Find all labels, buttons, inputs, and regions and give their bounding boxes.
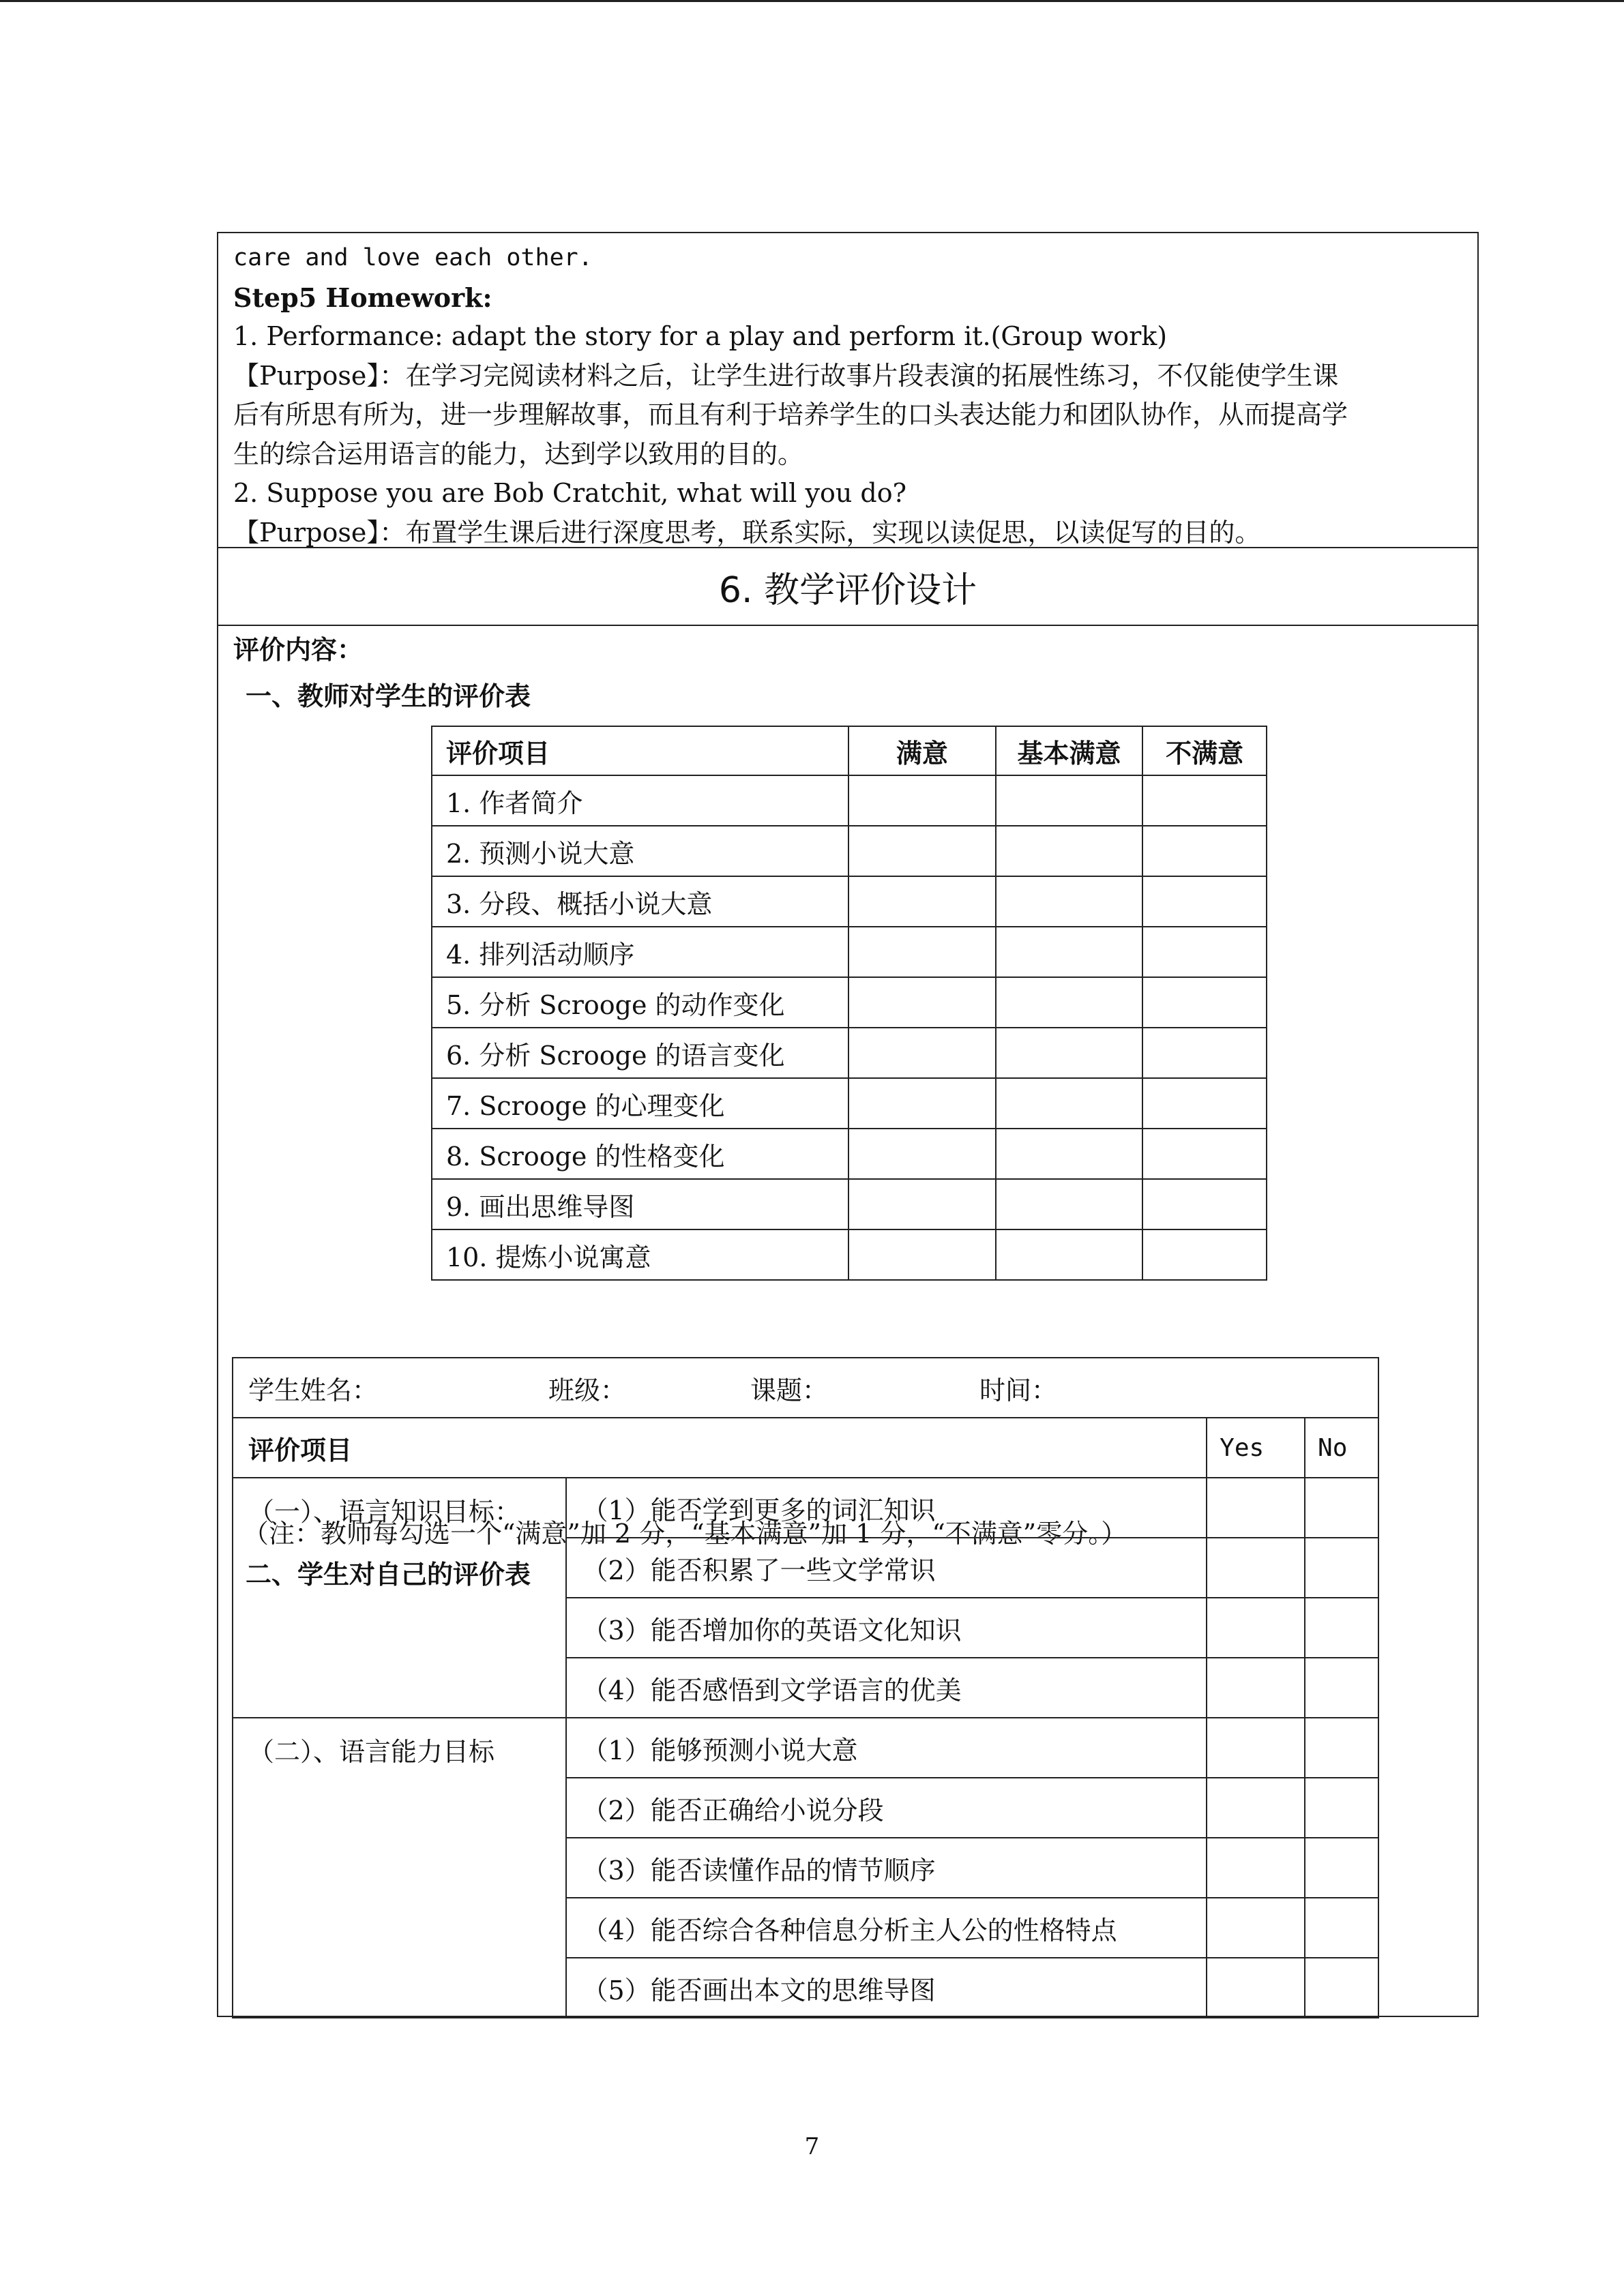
- check-cell[interactable]: [848, 927, 996, 977]
- check-cell[interactable]: [996, 775, 1143, 826]
- meta-row: [233, 1358, 1378, 1418]
- purpose-1-label: 【Purpose】: [233, 360, 380, 391]
- criterion: （1）能够预测小说大意: [566, 1718, 1207, 1778]
- check-cell[interactable]: [1142, 1229, 1267, 1280]
- yes-cell[interactable]: [1207, 1658, 1305, 1718]
- check-cell[interactable]: [848, 1229, 996, 1280]
- purpose-1-text: ：在学习完阅读材料之后，让学生进行故事片段表演的拓展性练习，不仅能使学生课: [379, 360, 1339, 391]
- row-label: 5. 分析 Scrooge 的动作变化: [432, 977, 848, 1028]
- criterion: （4）能否综合各种信息分析主人公的性格特点: [566, 1898, 1207, 1958]
- table-row: [432, 1129, 1267, 1179]
- check-cell[interactable]: [848, 977, 996, 1028]
- criterion: （3）能否读懂作品的情节顺序: [566, 1838, 1207, 1898]
- no-cell[interactable]: [1305, 1598, 1378, 1658]
- criterion: （2）能否积累了一些文学常识: [566, 1538, 1207, 1598]
- row-label: 8. Scrooge 的性格变化: [432, 1129, 848, 1179]
- check-cell[interactable]: [1142, 826, 1267, 876]
- no-cell[interactable]: [1305, 1718, 1378, 1778]
- header-item: 评价项目: [432, 726, 848, 775]
- yes-cell[interactable]: [1207, 1838, 1305, 1898]
- topic-label: 课题：: [750, 1375, 829, 1405]
- check-cell[interactable]: [996, 876, 1143, 927]
- self-table-title: 二、学生对自己的评价表: [246, 1559, 531, 1590]
- self-eval-table: [232, 1357, 1379, 2018]
- no-cell[interactable]: [1305, 1478, 1378, 1538]
- table-header-row: [233, 1418, 1378, 1478]
- purpose-1-line-1: [233, 357, 1462, 396]
- table-row: [432, 927, 1267, 977]
- check-cell[interactable]: [996, 977, 1143, 1028]
- table-row: [233, 1718, 1378, 1778]
- row-label: 4. 排列活动顺序: [432, 927, 848, 977]
- check-cell[interactable]: [996, 1028, 1143, 1078]
- table-row: [432, 775, 1267, 826]
- no-cell[interactable]: [1305, 1658, 1378, 1718]
- row-label: 9. 画出思维导图: [432, 1179, 848, 1229]
- criterion: （5）能否画出本文的思维导图: [566, 1958, 1207, 2018]
- table-row: [432, 1028, 1267, 1078]
- purpose-2-label: 【Purpose】: [233, 517, 380, 548]
- row-label: 6. 分析 Scrooge 的语言变化: [432, 1028, 848, 1078]
- no-cell[interactable]: [1305, 1838, 1378, 1898]
- criterion: （4）能否感悟到文学语言的优美: [566, 1658, 1207, 1718]
- check-cell[interactable]: [1142, 1078, 1267, 1129]
- homework-item-1: 1. Performance: adapt the story for a play and perform it.(Group work): [233, 321, 1168, 351]
- time-label: 时间：: [979, 1375, 1058, 1405]
- section-title: 6. 教学评价设计: [718, 569, 977, 611]
- teacher-table-title: 一、教师对学生的评价表: [246, 681, 531, 711]
- row-label: 3. 分段、概括小说大意: [432, 876, 848, 927]
- check-cell[interactable]: [848, 1179, 996, 1229]
- meta-cell: [233, 1358, 1378, 1418]
- no-cell[interactable]: [1305, 1778, 1378, 1838]
- check-cell[interactable]: [1142, 1028, 1267, 1078]
- check-cell[interactable]: [996, 1129, 1143, 1179]
- class-label: 班级：: [548, 1375, 627, 1405]
- carryover-text: care and love each other.: [233, 244, 593, 271]
- check-cell[interactable]: [996, 927, 1143, 977]
- divider: [218, 625, 1477, 626]
- criterion: （2）能否正确给小说分段: [566, 1778, 1207, 1838]
- header-basically-satisfied: 基本满意: [996, 726, 1143, 775]
- check-cell[interactable]: [848, 1078, 996, 1129]
- check-cell[interactable]: [1142, 775, 1267, 826]
- check-cell[interactable]: [1142, 876, 1267, 927]
- yes-cell[interactable]: [1207, 1538, 1305, 1598]
- table-row: [432, 826, 1267, 876]
- purpose-1-line-2: 后有所思有所为，进一步理解故事，而且有利于培养学生的口头表达能力和团队协作，从而提高学: [233, 400, 1348, 430]
- check-cell[interactable]: [848, 876, 996, 927]
- group-knowledge-label: （一）、语言知识目标：: [233, 1478, 566, 1718]
- row-label: 1. 作者简介: [432, 775, 848, 826]
- page-number: 7: [804, 2133, 820, 2160]
- table-row: [432, 876, 1267, 927]
- homework-item-2: 2. Suppose you are Bob Cratchit, what will you do?: [233, 478, 906, 508]
- check-cell[interactable]: [1142, 977, 1267, 1028]
- yes-cell[interactable]: [1207, 1958, 1305, 2018]
- check-cell[interactable]: [996, 1078, 1143, 1129]
- yes-cell[interactable]: [1207, 1778, 1305, 1838]
- check-cell[interactable]: [996, 1229, 1143, 1280]
- header-yes: Yes: [1207, 1418, 1305, 1478]
- row-label: 2. 预测小说大意: [432, 826, 848, 876]
- no-cell[interactable]: [1305, 1958, 1378, 2018]
- step5-heading: Step5 Homework:: [233, 282, 492, 313]
- yes-cell[interactable]: [1207, 1898, 1305, 1958]
- page-top-rule: [0, 0, 1624, 2]
- header-no: No: [1305, 1418, 1378, 1478]
- check-cell[interactable]: [848, 826, 996, 876]
- yes-cell[interactable]: [1207, 1478, 1305, 1538]
- check-cell[interactable]: [996, 1179, 1143, 1229]
- check-cell[interactable]: [1142, 927, 1267, 977]
- row-label: 7. Scrooge 的心理变化: [432, 1078, 848, 1129]
- header-satisfied: 满意: [848, 726, 996, 775]
- check-cell[interactable]: [1142, 1129, 1267, 1179]
- purpose-1-line-3: 生的综合运用语言的能力，达到学以致用的目的。: [233, 438, 804, 469]
- check-cell[interactable]: [848, 1129, 996, 1179]
- table-row: [432, 977, 1267, 1028]
- criterion: （3）能否增加你的英语文化知识: [566, 1598, 1207, 1658]
- row-label: 10. 提炼小说寓意: [432, 1229, 848, 1280]
- no-cell[interactable]: [1305, 1898, 1378, 1958]
- table-row: [233, 1478, 1378, 1538]
- student-name-label: 学生姓名：: [248, 1375, 379, 1405]
- check-cell[interactable]: [1142, 1179, 1267, 1229]
- teacher-eval-table: [431, 726, 1267, 1281]
- group-ability-label: （二）、语言能力目标: [233, 1718, 566, 2018]
- table-row: [432, 1229, 1267, 1280]
- header-item: 评价项目: [233, 1418, 1207, 1478]
- homework-section: [218, 233, 1477, 547]
- purpose-2-text: ：布置学生课后进行深度思考，联系实际，实现以读促思，以读促写的目的。: [379, 517, 1261, 548]
- lesson-plan-frame: [217, 232, 1479, 2017]
- no-cell[interactable]: [1305, 1538, 1378, 1598]
- eval-content-label: 评价内容：: [233, 634, 364, 665]
- criterion: （1）能否学到更多的词汇知识: [566, 1478, 1207, 1538]
- yes-cell[interactable]: [1207, 1598, 1305, 1658]
- check-cell[interactable]: [848, 775, 996, 826]
- check-cell[interactable]: [996, 826, 1143, 876]
- table-row: [432, 1179, 1267, 1229]
- header-unsatisfied: 不满意: [1142, 726, 1267, 775]
- scoring-note: （注：教师每勾选一个“满意”加 2 分，“基本满意”加 1 分，“不满意”零分。）: [243, 1519, 1127, 1549]
- yes-cell[interactable]: [1207, 1718, 1305, 1778]
- table-row: [432, 1078, 1267, 1129]
- table-header-row: [432, 726, 1267, 775]
- check-cell[interactable]: [848, 1028, 996, 1078]
